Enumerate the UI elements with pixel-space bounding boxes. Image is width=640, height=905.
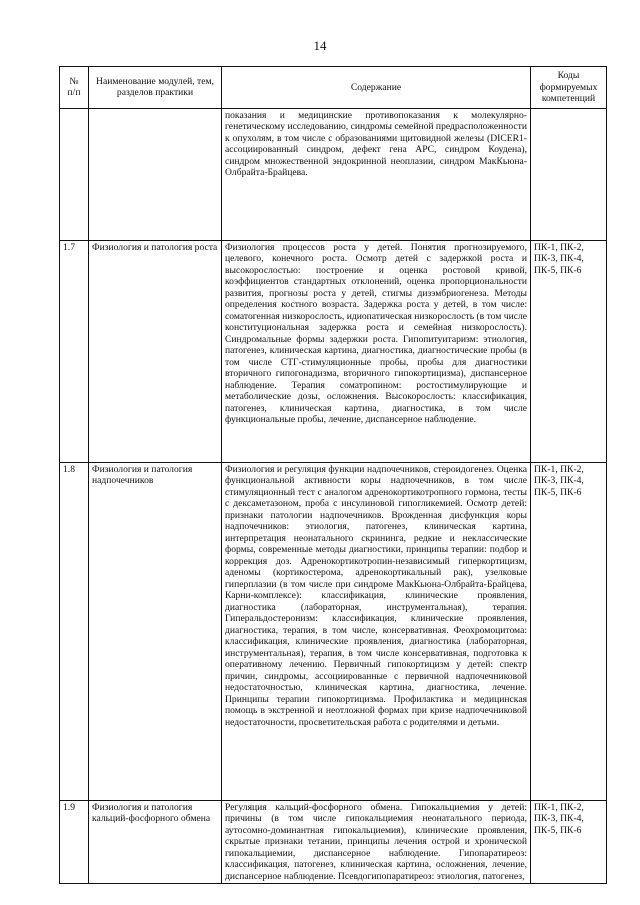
row-content: Физиология процессов роста у детей. Понятия прогнозируемого, целевого, конечного роста. Осмотр детей с задержкой роста и высокорослостью: построение и оценка ростовой кривой, коэффициентов стандартных отклонений, оценка пропорциональности развития, прогнозы роста у детей, стигмы дизэмбриогенеза. Методы определения костного возраста. Задержка роста у детей, в том числе: соматогенная низкорослость, идиопатическая низкорослость (в том числе конституциональная задержка роста и семейная низкорослость). Синдромальные формы задержки роста. Гипопитуитаризм: этиология, патогенез, клиническая картина, диагностика, диагностические пробы (в том числе СТГ-стимуляционные пробы, пробы для диагностики вторичного гипогонадизма, вторичного гипокортицизма), диспансерное наблюдение. Терапия соматропином: ростостимулирующие и метаболические дозы, осложнения. Высокорослость: классификация, патогенез, клиническая картина, диагностика, в том числе функциональные пробы, лечение, диспансерное наблюдение.: [222, 240, 531, 462]
row-codes: ПК-1, ПК-2, ПК-3, ПК-4, ПК-5, ПК-6: [531, 800, 607, 884]
curriculum-table: [59, 66, 607, 884]
row-content: Физиология и регуляция функции надпочечников, стероидогенез. Оценка функциональной активности коры надпочечников, в том числе стимуляционный тест с аналогом адренокортикотропного гормона, тесты с дексаметазоном, проба с инсулиновой гипогликемией. Осмотр детей: признаки патологии надпочечников. Врожденная дисфункция коры надпочечников: этиология, патогенез, клиническая картина, интерпретация неонатального скрининга, редкие и неклассические формы, современные методы диагностики, принципы терапии: подбор и коррекция доз. Адренокортикотропин-независимый гиперкортицизм, аденомы (кортикостерома, адренокортикальный рак), узелковые гиперплазии (в том числе при синдроме МакКьюна-Олбрайта-Брайцева, Карни-комплексе): классификация, клинические проявления, диагностика (лабораторная, инструментальная), терапия. Гиперальдостеронизм: классификация, клинические проявления, диагностика, терапия, в том числе, консервативная. Феохромоцитома: классификация, клинические проявления, диагностика (лабораторная, инструментальная), терапия, в том числе консервативная, подготовка к оперативному лечению. Первичный гипокортицизм у детей: спектр причин, синдромы, ассоциированные с первичной надпочечниковой недостаточностью, клиническая картина, диагностика, лечение. Принципы терапии гипокортицизма. Профилактика и медицинская помощь в экстренной и неотложной формах при кризе надпочечниковой недостаточности, просветительская работа с родителями и детьми.: [222, 462, 531, 800]
header-name: Наименование модулей, тем, разделов практики: [89, 67, 222, 109]
header-codes: Коды формируемых компетенций: [531, 67, 607, 109]
row-num: [60, 108, 89, 240]
table-row: [60, 462, 607, 800]
row-name: Физиология и патология кальций-фосфорного обмена: [89, 800, 222, 884]
row-codes: ПК-1, ПК-2, ПК-3, ПК-4, ПК-5, ПК-6: [531, 240, 607, 462]
row-num: 1.7: [60, 240, 89, 462]
row-content: показания и медицинские противопоказания к молекулярно-генетическому исследованию, синдромы семейной предрасположенности к опухолям, в том числе с образованиями щитовидной железы (DICER1-ассоциированный синдром, дефект гена АРС, синдром Коудена), синдром множественной эндокринной неоплазии, синдром МакКьюна-Олбрайта-Брайцева.: [222, 108, 531, 240]
header-num: [60, 67, 89, 109]
header-num-text: № п/п: [67, 75, 81, 99]
table-row: [60, 108, 607, 240]
row-codes: ПК-1, ПК-2, ПК-3, ПК-4, ПК-5, ПК-6: [531, 462, 607, 800]
page-number: 14: [313, 38, 327, 53]
row-num: 1.9: [60, 800, 89, 884]
row-content: Регуляция кальций-фосфорного обмена. Гипокальциемия у детей: причины (в том числе гипокальциемия неонатального периода, аутосомно-доминантная гипокальциемия), клинические проявления, скрытые признаки тетании, принципы лечения острой и хронической гипокальциемии, диспансерное наблюдение. Гипопаратиреоз: классификация, патогенез, клиническая картина, осложнения, лечение, диспансерное наблюдение. Псевдогипопаратиреоз: этиология, патогенез,: [222, 800, 531, 884]
table-row: [60, 240, 607, 462]
row-name: [89, 108, 222, 240]
row-codes: [531, 108, 607, 240]
row-name: Физиология и патология роста: [89, 240, 222, 462]
table-row: [60, 800, 607, 884]
header-content: Содержание: [222, 67, 531, 109]
table-header-row: [60, 67, 607, 109]
row-num: 1.8: [60, 462, 89, 800]
row-name: Физиология и патология надпочечников: [89, 462, 222, 800]
